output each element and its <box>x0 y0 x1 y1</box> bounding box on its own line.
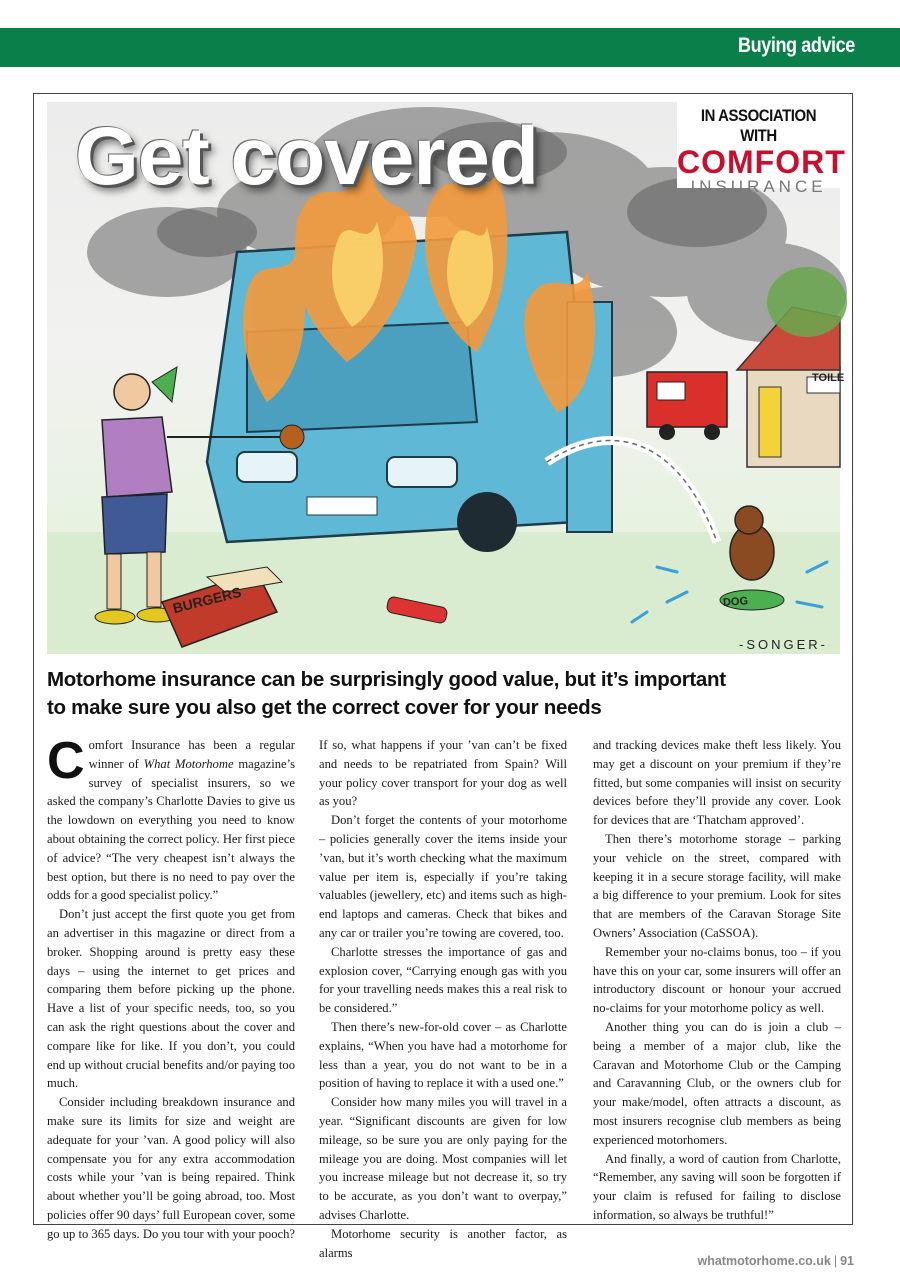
column-3 <box>593 736 841 1225</box>
burgers-label: BURGERS <box>171 583 243 617</box>
paragraph: Then there’s new-for-old cover – as Charlotte explains, “When you have had a motorhome for less than a year, you do not want to be in a position of having to replace it with a used one.” <box>319 1019 567 1091</box>
column-2 <box>319 736 567 1262</box>
sponsor-sub: INSURANCE <box>690 177 827 196</box>
artist-signature: -SONGER- <box>739 637 828 652</box>
footer-separator: | <box>833 1254 838 1268</box>
magazine-name: What Motorhome <box>143 756 234 771</box>
paragraph: And finally, a word of caution from Charlotte, “Remember, any saving will soon be forgotten if your claim is refused for failing to disclose information, so always be truthful!” <box>593 1151 841 1222</box>
standfirst: Motorhome insurance can be surprisingly good value, but it’s important to make sure you also get the correct cover for your needs <box>47 668 726 719</box>
paragraph: Don’t forget the contents of your motorhome – policies generally cover the items inside your ’van, but it’s worth checking what the maximum value per item is, especially if you’re taking valuables (jewellery, etc) and items such as high-end laptops and cameras. Check that bikes and any car or trailer you’re towing are covered, too. <box>319 813 567 940</box>
paragraph: Comfort Insurance has been a regular winner of What Motorhome magazine’s survey of specialist insurers, so we asked the company’s Charlotte Davies to give us the lowdown on everything you need to know about obtaining the correct policy. Her first piece of advice? “The very cheapest isn’t always the best option, but there is no need to pay over the odds for a good specialist policy.” <box>47 732 295 903</box>
grass <box>47 532 840 654</box>
paragraph: Consider how many miles you will travel in a year. “Significant discounts are given for low mileage, so be sure you are only paying for the mileage you are doing. Most companies will let you increase mileage but not decrease it, so try to be accurate, as you don’t want to overpay,” advises Charlotte. <box>319 1095 567 1222</box>
drop-cap: C <box>47 732 85 790</box>
toilet-sign: TOILE <box>812 372 845 384</box>
section-header-bar <box>0 28 900 67</box>
page-number: 91 <box>840 1254 854 1268</box>
footer-site: whatmotorhome.co.uk <box>697 1254 831 1268</box>
paragraph: Another thing you can do is join a club – being a member of a major club, like the Caravan and Motorhome Club or the Camping and Caravanning Club, or the owners club for your make/model, often attracts a discount, as most insurers recognise club members as being experienced motorhomers. <box>593 1019 841 1147</box>
column-1 <box>47 732 296 1244</box>
headline: Get covered <box>75 111 538 202</box>
paragraph: Then there’s motorhome storage – parking your vehicle on the street, compared with keeping it in a secure storage facility, will make a big difference to your premium. Look for sites that are members of the Caravan Storage Site Owners’ Association (CaSSOA). <box>593 831 841 940</box>
sponsor-association: IN ASSOCIATION WITH <box>700 106 817 145</box>
paragraph: and tracking devices make theft less likely. You may get a discount on your premium if they’re fitted, but some companies will insist on security devices before they’ll provide any cover. Look for devices that are ‘Thatcham approved’. <box>593 738 841 828</box>
sponsor-logo <box>677 102 846 196</box>
section-label: Buying advice <box>738 34 855 57</box>
sponsor-brand: COMFORT <box>677 144 846 180</box>
paragraph: Consider including breakdown insurance and make sure its limits for size and weight are adequate for your ’van. A good policy will also compensate you for any extra accommodation costs while your ’van is being repaired. Think about whether you’ll be going abroad, too. Most policies offer 90 days’ full European cover, some go up to 365 days. Do you tour with your pooch? <box>47 1095 296 1241</box>
paragraph: Charlotte stresses the importance of gas and explosion cover, “Carrying enough gas with you for your travelling needs makes this a real risk to be considered.” <box>319 944 567 1016</box>
paragraph: Remember your no-claims bonus, too – if you have this on your car, some insurers will offer an introductory discount or honour your accrued no-claims for your motorhome policy as well. <box>593 944 841 1016</box>
dog-label: DOG <box>722 595 749 609</box>
paragraph: Motorhome security is another factor, as alarms <box>319 1226 567 1260</box>
article-frame <box>33 93 853 1260</box>
paragraph: Don’t just accept the first quote you get from an advertiser in this magazine or direct from a broker. Shopping around is pretty easy these days – using the internet to get prices and comparing them before picking up the phone. Have a list of your specific needs, too, so you can ask the right questions about the cover and compare like for like. If you don’t, you could end up without crucial benefits and/or paying too much. <box>47 907 295 1091</box>
paragraph: If so, what happens if your ’van can’t be fixed and needs to be repatriated from Spain? Will your policy cover transport for your dog as well as you? <box>319 738 567 809</box>
page-footer <box>698 1254 855 1268</box>
cartoon-illustration <box>47 102 846 654</box>
fire-engine <box>647 372 727 440</box>
